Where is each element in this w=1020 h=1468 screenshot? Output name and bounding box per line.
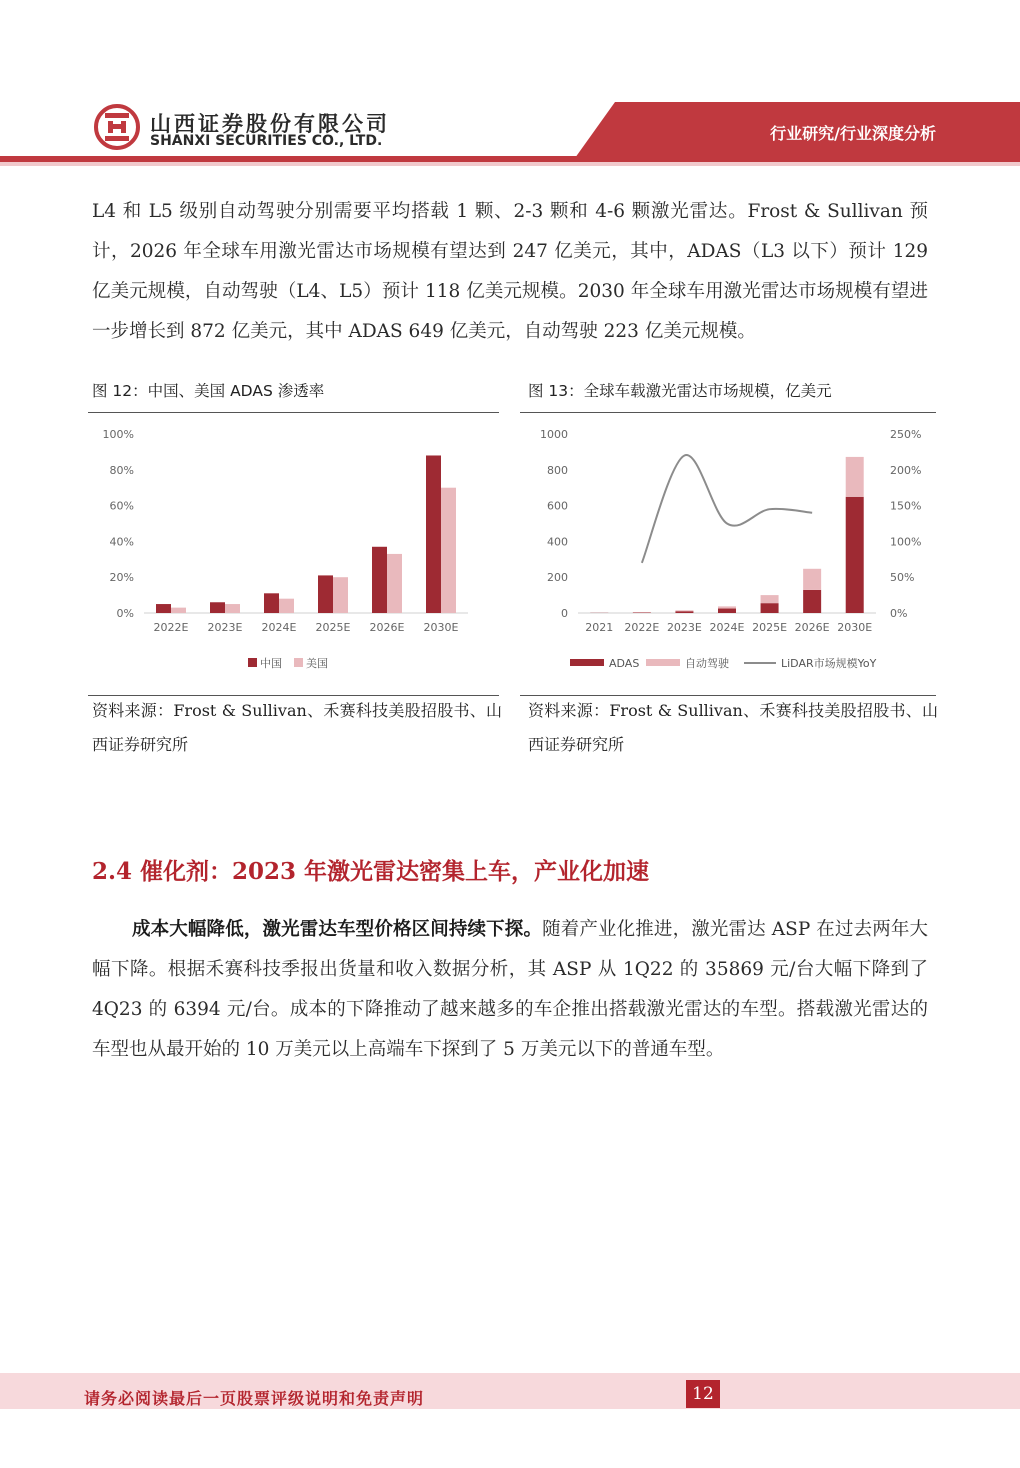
legend-swatch xyxy=(646,659,680,666)
legend-label: ADAS xyxy=(609,657,640,670)
x-tick-label: 2030E xyxy=(837,621,873,634)
bar-自动驾驶-2024E xyxy=(718,606,736,608)
bar-美国-2023E xyxy=(225,604,240,613)
bar-ADAS-2024E xyxy=(718,609,736,613)
y-left-tick-label: 1000 xyxy=(540,428,568,441)
bar-中国-2023E xyxy=(210,602,225,613)
y-tick-label: 0% xyxy=(116,607,134,620)
footer-disclaimer: 请务必阅读最后一页股票评级说明和免责声明 xyxy=(84,1389,425,1408)
bar-自动驾驶-2030E xyxy=(846,457,864,497)
y-right-tick-label: 250% xyxy=(890,428,922,441)
figure12-source: 资料来源：Frost & Sullivan、禾赛科技美股招股书、山西证券研究所 xyxy=(92,701,502,754)
bar-中国-2030E xyxy=(426,455,441,613)
y-left-tick-label: 800 xyxy=(547,463,568,477)
bar-ADAS-2023E xyxy=(675,611,693,613)
y-tick-label: 100% xyxy=(102,428,134,441)
bar-ADAS-2030E xyxy=(846,497,864,613)
section-heading: 2.4 催化剂：2023 年激光雷达密集上车，产业化加速 xyxy=(92,858,650,885)
figure13-title: 图 13：全球车载激光雷达市场规模，亿美元 xyxy=(528,382,832,400)
figure12-title: 图 12：中国、美国 ADAS 渗透率 xyxy=(92,382,325,400)
x-tick-label: 2024E xyxy=(709,621,745,634)
x-tick-label: 2026E xyxy=(369,621,405,634)
bar-ADAS-2025E xyxy=(761,603,779,613)
x-tick-label: 2025E xyxy=(315,621,351,634)
legend-swatch xyxy=(294,658,303,667)
x-tick-label: 2023E xyxy=(207,621,243,634)
bar-美国-2022E xyxy=(171,608,186,613)
y-right-tick-label: 150% xyxy=(890,499,922,513)
y-left-tick-label: 200 xyxy=(547,571,568,585)
line-yoy xyxy=(642,455,812,563)
y-tick-label: 20% xyxy=(109,571,134,585)
company-name-en: SHANXI SECURITIES CO., LTD. xyxy=(150,133,383,149)
legend-label: LiDAR市场规模YoY xyxy=(781,657,877,670)
y-tick-label: 40% xyxy=(109,535,134,549)
legend-label: 美国 xyxy=(306,657,328,670)
company-name-cn: 山西证券股份有限公司 xyxy=(150,112,390,136)
legend-label: 中国 xyxy=(260,657,282,670)
x-tick-label: 2024E xyxy=(261,621,297,634)
bar-美国-2030E xyxy=(441,488,456,613)
legend-label: 自动驾驶 xyxy=(685,657,729,670)
chart-adas-penetration xyxy=(88,418,499,688)
y-right-tick-label: 0% xyxy=(890,607,908,620)
bar-美国-2024E xyxy=(279,599,294,613)
bar-中国-2025E xyxy=(318,575,333,613)
figure13-source: 资料来源：Frost & Sullivan、禾赛科技美股招股书、山西证券研究所 xyxy=(528,701,938,754)
bar-美国-2026E xyxy=(387,554,402,613)
shanxi-securities-logo-icon xyxy=(94,104,140,150)
header-category: 行业研究/行业深度分析 xyxy=(770,124,936,143)
bar-中国-2026E xyxy=(372,547,387,613)
x-tick-label: 2023E xyxy=(666,621,702,634)
x-tick-label: 2021 xyxy=(585,621,614,634)
y-left-tick-label: 600 xyxy=(547,499,568,513)
section-body-paragraph xyxy=(92,910,928,1070)
figure13-top-rule xyxy=(520,412,936,413)
bar-ADAS-2026E xyxy=(803,590,821,613)
x-tick-label: 2022E xyxy=(624,621,660,634)
bar-ADAS-2022E xyxy=(633,612,651,613)
y-right-tick-label: 50% xyxy=(890,571,915,585)
legend-swatch xyxy=(570,659,604,666)
x-tick-label: 2030E xyxy=(423,621,459,634)
section-body-text: 随着产业化推进，激光雷达 ASP 在过去两年大幅下降。根据禾赛科技季报出货量和收入数据分析，其 ASP 从 1Q22 的 35869 元/台大幅下降到了 4Q23 的 6394 元/台。成本的下降推动了越来越多的车企推出搭载激光雷达的车型。搭载激光雷达的车型也从最开始的 10 万美元以上高端车下探到了 5 万美元以下的普通车型。 xyxy=(92,919,928,1060)
bar-中国-2022E xyxy=(156,604,171,613)
section-bold-lead: 成本大幅降低，激光雷达车型价格区间持续下探。 xyxy=(132,919,543,940)
x-tick-label: 2022E xyxy=(153,621,189,634)
page-number: 12 xyxy=(686,1380,720,1408)
chart-lidar-market-size xyxy=(520,418,936,688)
intro-paragraph: L4 和 L5 级别自动驾驶分别需要平均搭载 1 颗、2-3 颗和 4-6 颗激光雷达。Frost & Sullivan 预计，2026 年全球车用激光雷达市场规模有望达到 247 亿美元，其中，ADAS（L3 以下）预计 129 亿美元规模，自动驾驶（L4、L5）预计 118 亿美元规模。2030 年全球车用激光雷达市场规模有望进一步增长到 872 亿美元，其中 ADAS 649 亿美元，自动驾驶 223 亿美元规模。 xyxy=(92,201,928,342)
legend-swatch xyxy=(248,658,257,667)
bar-中国-2024E xyxy=(264,593,279,613)
bar-自动驾驶-2023E xyxy=(675,610,693,611)
x-tick-label: 2026E xyxy=(794,621,830,634)
y-tick-label: 80% xyxy=(109,463,134,477)
y-left-tick-label: 400 xyxy=(547,535,568,549)
y-right-tick-label: 100% xyxy=(890,535,922,549)
bar-自动驾驶-2026E xyxy=(803,569,821,590)
x-tick-label: 2025E xyxy=(752,621,788,634)
bar-自动驾驶-2025E xyxy=(761,595,779,603)
y-left-tick-label: 0 xyxy=(561,607,568,620)
y-right-tick-label: 200% xyxy=(890,463,922,477)
y-tick-label: 60% xyxy=(109,499,134,513)
bar-美国-2025E xyxy=(333,577,348,613)
figure12-top-rule xyxy=(88,412,499,413)
